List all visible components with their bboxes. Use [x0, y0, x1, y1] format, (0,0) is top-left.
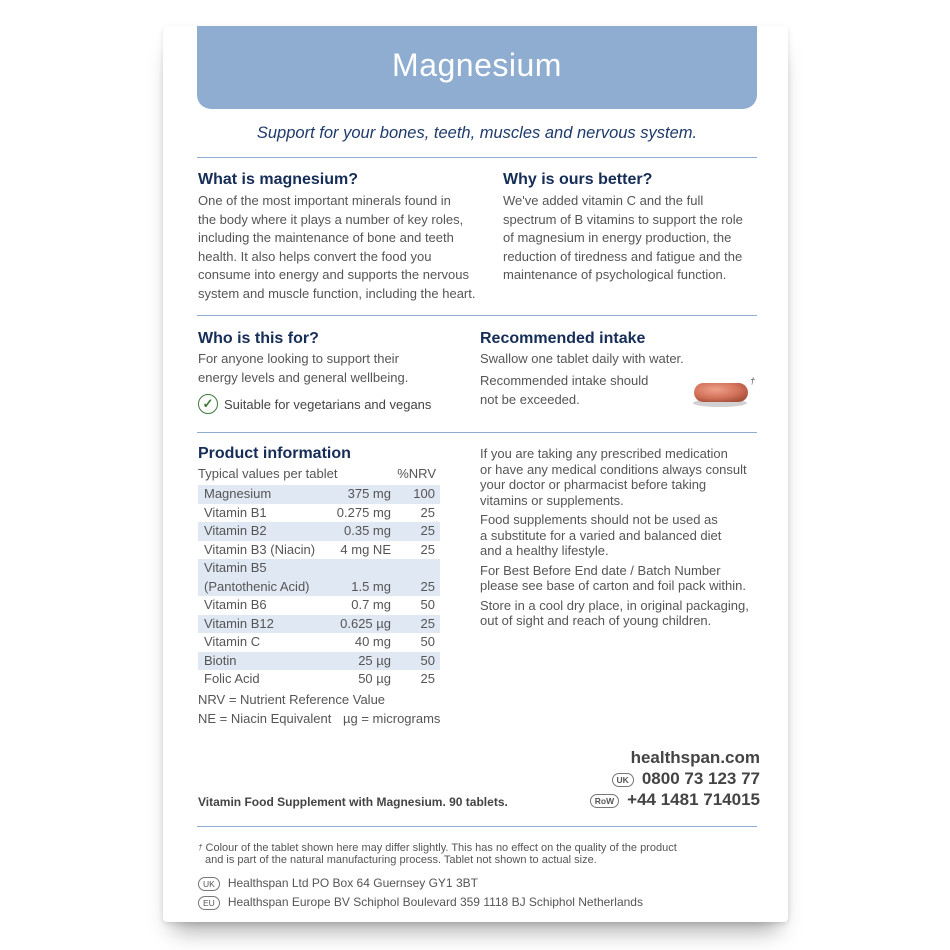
text-line: For anyone looking to support their: [198, 351, 399, 366]
title-banner: [197, 26, 757, 109]
advice-paragraph: [480, 512, 770, 559]
table-row: Biotin 25 µg 50: [198, 652, 440, 671]
footnote-mark: †: [198, 843, 203, 852]
text-line: reduction of tiredness and fatigue and the: [503, 248, 743, 264]
uk-phone-line: [612, 769, 760, 789]
advice-paragraph: [480, 563, 770, 594]
tablet-image: [690, 378, 752, 408]
text-line: One of the most important minerals found in: [198, 193, 451, 208]
intake-line: Swallow one tablet daily with water.: [480, 351, 684, 366]
text-line: If you are taking any prescribed medication: [480, 446, 728, 461]
text-line: and a healthy lifestyle.: [480, 543, 609, 558]
row-badge: RoW: [590, 794, 619, 808]
product-line: Vitamin Food Supplement with Magnesium. 90 tablets.: [198, 795, 508, 809]
text-line: energy levels and general wellbeing.: [198, 369, 409, 385]
table-row: Vitamin B1 0.275 mg 25: [204, 504, 435, 520]
nutrition-table: [198, 485, 440, 689]
divider: [197, 157, 757, 158]
table-row: Folic Acid 50 µg 25: [204, 671, 435, 686]
text-line: consume into energy and supports the nervous: [198, 267, 470, 282]
footnote-mark: †: [750, 376, 756, 386]
table-header: [198, 466, 440, 481]
text-line: or have any medical conditions always consult: [480, 461, 747, 477]
divider: [197, 826, 757, 827]
text-line: maintenance of psychological function.: [503, 267, 727, 282]
eu-address-line: [198, 895, 643, 910]
vegetarian-badge: [198, 394, 431, 414]
column-nrv: %NRV: [397, 466, 436, 481]
divider: [197, 432, 757, 433]
table-row: Vitamin C 40 mg 50: [204, 634, 435, 649]
ne-note: NE = Niacin Equivalent: [198, 711, 332, 726]
table-row: Vitamin B2 0.35 mg 25: [198, 522, 440, 541]
what-text: [198, 192, 498, 303]
text-line: not be exceeded.: [480, 391, 580, 407]
eu-address: Healthspan Europe BV Schiphol Boulevard 359 1118 BJ Schiphol Netherlands: [227, 895, 643, 909]
uk-badge: UK: [612, 773, 634, 787]
website: healthspan.com: [630, 748, 760, 767]
text-line: vitamins or supplements.: [480, 492, 624, 508]
table-row: Vitamin B12 0.625 µg 25: [198, 615, 440, 634]
nrv-note: NRV = Nutrient Reference Value: [198, 692, 386, 707]
why-heading: Why is ours better?: [503, 171, 653, 188]
vegetarian-label: Suitable for vegetarians and vegans: [224, 396, 432, 412]
uk-address-line: [198, 876, 478, 891]
uk-phone: 0800 73 123 77: [641, 769, 760, 788]
intake-heading: Recommended intake: [480, 330, 646, 347]
micrograms-note: µg = micrograms: [343, 711, 441, 726]
disclaimer-line: and is part of the natural manufacturing process. Tablet not shown to actual size.: [205, 854, 597, 866]
column-label: Typical values per tablet: [198, 466, 338, 481]
text-line: For Best Before End date / Batch Number: [480, 562, 721, 578]
what-heading: What is magnesium?: [198, 171, 359, 188]
table-row: (Pantothenic Acid) 1.5 mg 25: [198, 578, 440, 597]
divider: [197, 315, 757, 316]
text-line: system and muscle function, including the heart.: [198, 285, 476, 301]
product-title: Magnesium: [392, 47, 562, 83]
who-heading: Who is this for?: [198, 330, 319, 347]
checkmark-circle-icon: ✓: [198, 394, 218, 414]
text-line: health. It also helps convert the food you: [198, 248, 432, 264]
text-line: Recommended intake should: [480, 373, 649, 388]
text-line: the body where it plays a number of key roles,: [198, 211, 464, 227]
table-row: Vitamin B3 (Niacin) 4 mg NE 25: [204, 541, 435, 557]
uk-address: Healthspan Ltd PO Box 64 Guernsey GY1 3BT: [227, 876, 478, 890]
advice-paragraph: [480, 446, 770, 508]
row-phone-line: [590, 790, 760, 810]
text-line: please see base of carton and foil pack within.: [480, 578, 746, 593]
text-line: out of sight and reach of young children.: [480, 613, 712, 628]
product-info-heading: Product information: [198, 445, 351, 462]
table-row: Magnesium 375 mg 100: [198, 485, 440, 504]
intake-warning: [480, 372, 680, 409]
text-line: We've added vitamin C and the full: [503, 193, 704, 208]
text-line: Food supplements should not be used as: [480, 512, 718, 527]
disclaimer-line: Colour of the tablet shown here may differ slightly. This has no effect on the quality of the product: [205, 842, 677, 854]
why-text: [503, 192, 763, 285]
tagline: Support for your bones, teeth, muscles and nervous system.: [256, 124, 698, 142]
who-text: [198, 350, 458, 387]
text-line: of magnesium in energy production, the: [503, 230, 732, 245]
text-line: including the maintenance of bone and teeth: [198, 230, 454, 245]
table-row: Vitamin B6 0.7 mg 50: [204, 597, 435, 612]
text-line: a substitute for a varied and balanced diet: [480, 527, 722, 543]
eu-badge: EU: [198, 896, 220, 910]
text-line: Store in a cool dry place, in original packaging,: [480, 597, 749, 613]
uk-badge: UK: [198, 877, 220, 891]
text-line: spectrum of B vitamins to support the role: [503, 211, 743, 227]
table-row: Vitamin B5: [198, 559, 440, 578]
advice-text: [480, 446, 770, 629]
disclaimer: [198, 842, 677, 866]
advice-paragraph: [480, 598, 770, 629]
row-phone: +44 1481 714015: [627, 790, 760, 809]
text-line: your doctor or pharmacist before taking: [480, 477, 707, 492]
